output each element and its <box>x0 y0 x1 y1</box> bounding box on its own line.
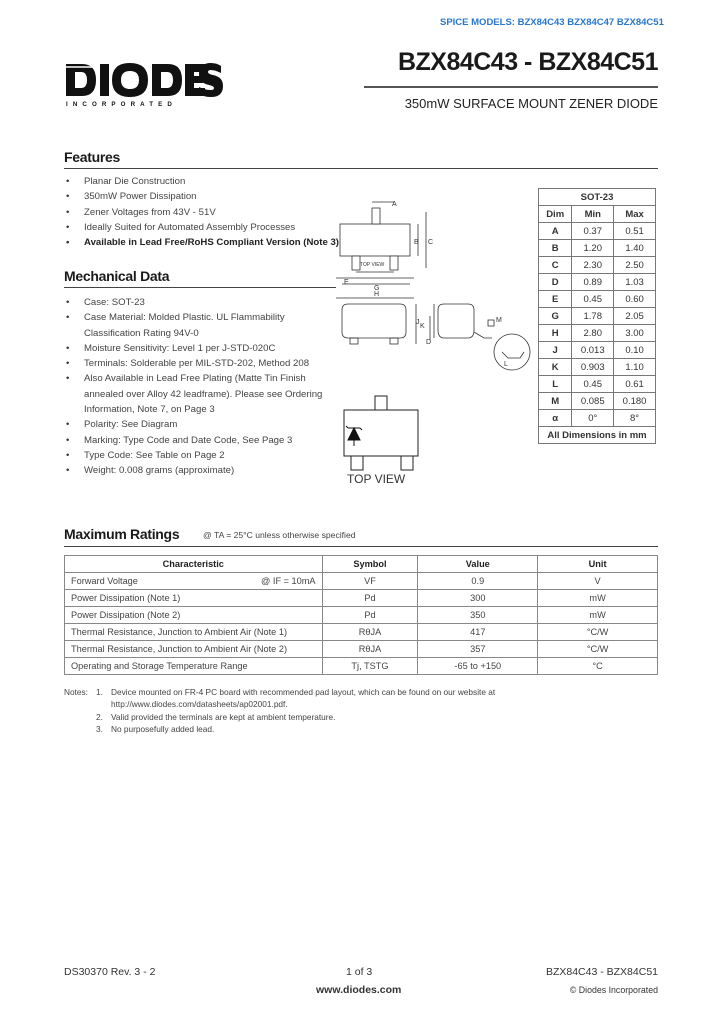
table-row: D 0.89 1.03 <box>539 274 656 291</box>
table-row: C 2.30 2.50 <box>539 257 656 274</box>
notes-label: Notes: <box>64 687 88 697</box>
header-rule <box>364 86 658 88</box>
table-row: E 0.45 0.60 <box>539 291 656 308</box>
notes: Notes: 1. Device mounted on FR-4 PC board with recommended pad layout, which can be found on our website at http://www.diodes.com/datasheets/ap02001.pdf. 2. Valid provided the terminals are kept at ambient temperature. 3. No purposefully added lead. <box>64 687 496 735</box>
table-row: α 0° 8° <box>539 410 656 427</box>
table-row: M 0.085 0.180 <box>539 393 656 410</box>
footer-page-number: 1 of 3 <box>346 966 373 978</box>
part-title: BZX84C43 - BZX84C51 <box>397 48 658 76</box>
feature-item: • Available in Lead Free/RoHS Compliant Version (Note 3) <box>64 235 364 250</box>
mechanical-item: • Moisture Sensitivity: Level 1 per J-STD-020C <box>64 341 334 356</box>
footer-copyright: © Diodes Incorporated <box>569 985 658 995</box>
feature-item: • Zener Voltages from 43V - 51V <box>64 205 364 220</box>
mechanical-heading: Mechanical Data <box>64 268 170 284</box>
mechanical-item: • Type Code: See Table on Page 2 <box>64 448 334 463</box>
dim-label-c: C <box>428 239 434 246</box>
col-header-unit: Unit <box>538 556 658 573</box>
mechanical-item: • Case: SOT-23 <box>64 295 334 310</box>
sot23-title: SOT-23 <box>539 189 656 206</box>
col-header-characteristic: Characteristic <box>65 556 323 573</box>
col-header-symbol: Symbol <box>322 556 418 573</box>
dim-label-g: G <box>374 285 380 292</box>
table-row: A 0.37 0.51 <box>539 223 656 240</box>
dim-label-d: D <box>426 339 432 346</box>
table-row: Forward Voltage @ IF = 10mA VF 0.9 V <box>65 573 658 590</box>
mechanical-item: • Marking: Type Code and Date Code, See Page 3 <box>64 433 334 448</box>
table-row: J 0.013 0.10 <box>539 342 656 359</box>
table-row: G 1.78 2.05 <box>539 308 656 325</box>
package-outline-drawing <box>334 192 534 372</box>
datasheet-link[interactable]: http://www.diodes.com/datasheets/ap02001.pdf. <box>111 699 288 710</box>
max-ratings-rule <box>64 546 658 547</box>
top-view-label: TOP VIEW <box>347 472 406 486</box>
part-subtitle: 350mW SURFACE MOUNT ZENER DIODE <box>404 96 658 111</box>
top-view-schematic <box>338 394 428 472</box>
dim-label-e: E <box>344 279 349 286</box>
feature-item: • Ideally Suited for Automated Assembly Processes <box>64 220 364 235</box>
sot23-dimension-table <box>538 188 656 444</box>
spice-models-link[interactable]: SPICE MODELS: BZX84C43 BZX84C47 BZX84C51 <box>440 17 664 28</box>
pkg-top-view-label: TOP VIEW <box>360 262 385 268</box>
feature-item: • Planar Die Construction <box>64 174 364 189</box>
table-row: Thermal Resistance, Junction to Ambient Air (Note 2) RθJA 357 °C/W <box>65 641 658 658</box>
sot23-footer: All Dimensions in mm <box>539 427 656 444</box>
dim-label-a: A <box>392 201 397 208</box>
col-header-value: Value <box>418 556 538 573</box>
table-row: Operating and Storage Temperature Range Tj, TSTG -65 to +150 °C <box>65 658 658 675</box>
max-ratings-condition: @ TA = 25°C unless otherwise specified <box>203 530 356 540</box>
footer-part-range: BZX84C43 - BZX84C51 <box>545 966 658 978</box>
sot23-header-dim: Dim <box>539 206 572 223</box>
mechanical-item: • Weight: 0.008 grams (approximate) <box>64 463 334 478</box>
mechanical-rule <box>64 287 336 288</box>
dim-label-b: B <box>414 239 419 246</box>
table-row: B 1.20 1.40 <box>539 240 656 257</box>
features-list <box>64 174 364 250</box>
feature-item: • 350mW Power Dissipation <box>64 189 364 204</box>
table-row: Power Dissipation (Note 1) Pd 300 mW <box>65 590 658 607</box>
table-row: K 0.903 1.10 <box>539 359 656 376</box>
dim-label-j: J <box>416 319 420 326</box>
table-row: L 0.45 0.61 <box>539 376 656 393</box>
dim-label-k: K <box>420 323 425 330</box>
logo-subtext: INCORPORATED <box>66 101 177 108</box>
mechanical-item: • Polarity: See Diagram <box>64 417 334 432</box>
table-row: H 2.80 3.00 <box>539 325 656 342</box>
table-row: Power Dissipation (Note 2) Pd 350 mW <box>65 607 658 624</box>
mechanical-list <box>64 295 334 479</box>
footer-website-link[interactable]: www.diodes.com <box>316 984 402 996</box>
max-ratings-heading: Maximum Ratings <box>64 526 180 542</box>
sot23-header-max: Max <box>614 206 656 223</box>
mechanical-item: • Also Available in Lead Free Plating (Matte Tin Finish annealed over Alloy 42 leadframe). Please see Ordering Information, Note 7, on Page 3 <box>64 371 334 417</box>
mechanical-item: • Terminals: Solderable per MIL-STD-202, Method 208 <box>64 356 334 371</box>
features-heading: Features <box>64 149 120 165</box>
features-rule <box>64 168 658 169</box>
footer-doc-rev: DS30370 Rev. 3 - 2 <box>64 966 156 978</box>
dim-label-h: H <box>374 291 380 298</box>
diodes-logo <box>64 62 224 106</box>
dim-label-l: L <box>504 361 508 368</box>
table-row: Thermal Resistance, Junction to Ambient Air (Note 1) RθJA 417 °C/W <box>65 624 658 641</box>
mechanical-item: • Case Material: Molded Plastic. UL Flammability Classification Rating 94V-0 <box>64 310 334 341</box>
max-ratings-table <box>64 555 658 675</box>
dim-label-m: M <box>496 317 502 324</box>
sot23-header-min: Min <box>572 206 614 223</box>
